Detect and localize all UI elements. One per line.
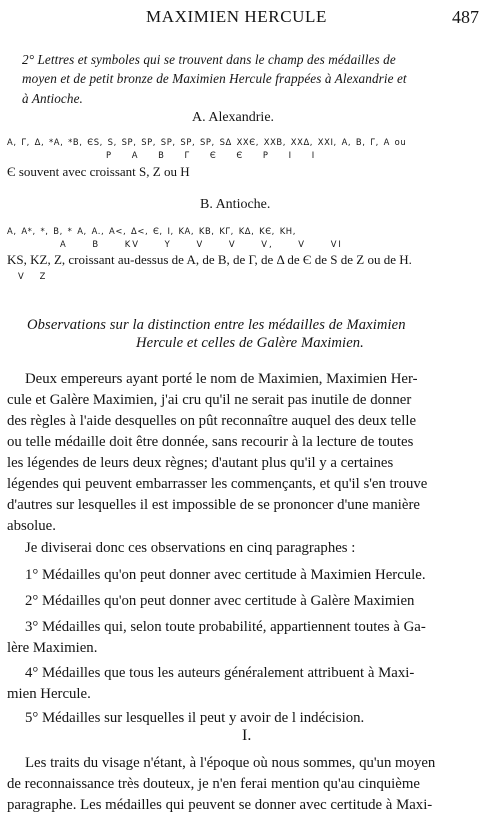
section-a-title: A. Alexandrie. bbox=[192, 110, 275, 125]
division-line: Je diviserai donc ces observations en cinq paragraphes : bbox=[25, 540, 356, 556]
list-item: 2° Médailles qu'on peut donner avec certitude à Galère Maximien bbox=[25, 593, 415, 609]
list-item: 3° Médailles qui, selon toute probabilité, appartiennent toutes à Ga- bbox=[25, 619, 426, 635]
observations-title: Observations sur la distinction entre les médailles de Maximien bbox=[27, 317, 406, 333]
paragraph-line: paragraphe. Les médailles qui peuvent se donner avec certitude à Maxi- bbox=[7, 797, 433, 813]
intro-line: à Antioche. bbox=[22, 91, 83, 106]
page-number: 487 bbox=[452, 7, 479, 27]
paragraph-line: ou telle médaille doit être donnée, sans recourir à la lecture de toutes bbox=[7, 434, 414, 450]
list-item: 5° Médailles sur lesquelles il peut y avoir de l indécision. bbox=[25, 710, 365, 726]
paragraph-line: les légendes de leurs deux règnes; d'autant plus qu'il y a certaines bbox=[7, 455, 394, 471]
observations-title: Hercule et celles de Galère Maximien. bbox=[136, 335, 364, 351]
symbols-note: Є souvent avec croissant S, Z ou H bbox=[7, 164, 190, 179]
symbols-subline: P A B Γ Є Є P I I bbox=[106, 150, 317, 160]
intro-line: moyen et de petit bronze de Maximien Hercule frappées à Alexandrie et bbox=[22, 71, 407, 86]
paragraph-line: cule et Galère Maximien, j'ai cru qu'il ne serait pas inutile de donner bbox=[7, 392, 412, 408]
list-item: 1° Médailles qu'on peut donner avec certitude à Maximien Hercule. bbox=[25, 567, 426, 583]
section-b-title: B. Antioche. bbox=[200, 197, 271, 212]
section-numeral: I. bbox=[242, 727, 252, 744]
symbols-subline: A B KV Y V V V, V VI bbox=[60, 239, 343, 249]
paragraph-line: légendes qui peuvent embarrasser les commençants, et qu'il s'en trouve bbox=[7, 476, 428, 492]
running-title: MAXIMIEN HERCULE bbox=[146, 7, 328, 26]
paragraph-line: d'autres sur lesquelles il est impossible de se prononcer d'une manière bbox=[7, 497, 420, 513]
list-item-continuation: mien Hercule. bbox=[7, 686, 91, 702]
symbols-line: A, Γ, Δ, *A, *B, ЄS, S, SP, SP, SP, SP, SP, SΔ XXЄ, XXB, XXΔ, XXI, A, B, Γ, A ou bbox=[7, 137, 407, 147]
paragraph-line: Deux empereurs ayant porté le nom de Maximien, Maximien Her- bbox=[25, 371, 418, 387]
symbols-subline: V Z bbox=[18, 271, 46, 281]
intro-line: 2° Lettres et symboles qui se trouvent dans le champ des médailles de bbox=[22, 52, 396, 67]
paragraph-line: des règles à l'aide desquelles on pût reconnaître auquel des deux telle bbox=[7, 413, 417, 429]
symbols-line: A, A*, *, B, * A, A., A<, Δ<, Є, I, KA, KB, KΓ, KΔ, KЄ, KH, bbox=[7, 226, 296, 236]
paragraph-line: Les traits du visage n'étant, à l'époque où nous sommes, qu'un moyen bbox=[25, 755, 436, 771]
paragraph-line: de reconnaissance très douteux, je n'en ferai mention qu'au cinquième bbox=[7, 776, 420, 792]
symbols-note: KS, KZ, Z, croissant au-dessus de A, de B, de Γ, de Δ de Є de S de Z ou de H. bbox=[7, 252, 412, 267]
list-item: 4° Médailles que tous les auteurs généralement attribuent à Maxi- bbox=[25, 665, 415, 681]
paragraph-line: absolue. bbox=[7, 518, 56, 534]
list-item-continuation: lère Maximien. bbox=[7, 640, 98, 656]
